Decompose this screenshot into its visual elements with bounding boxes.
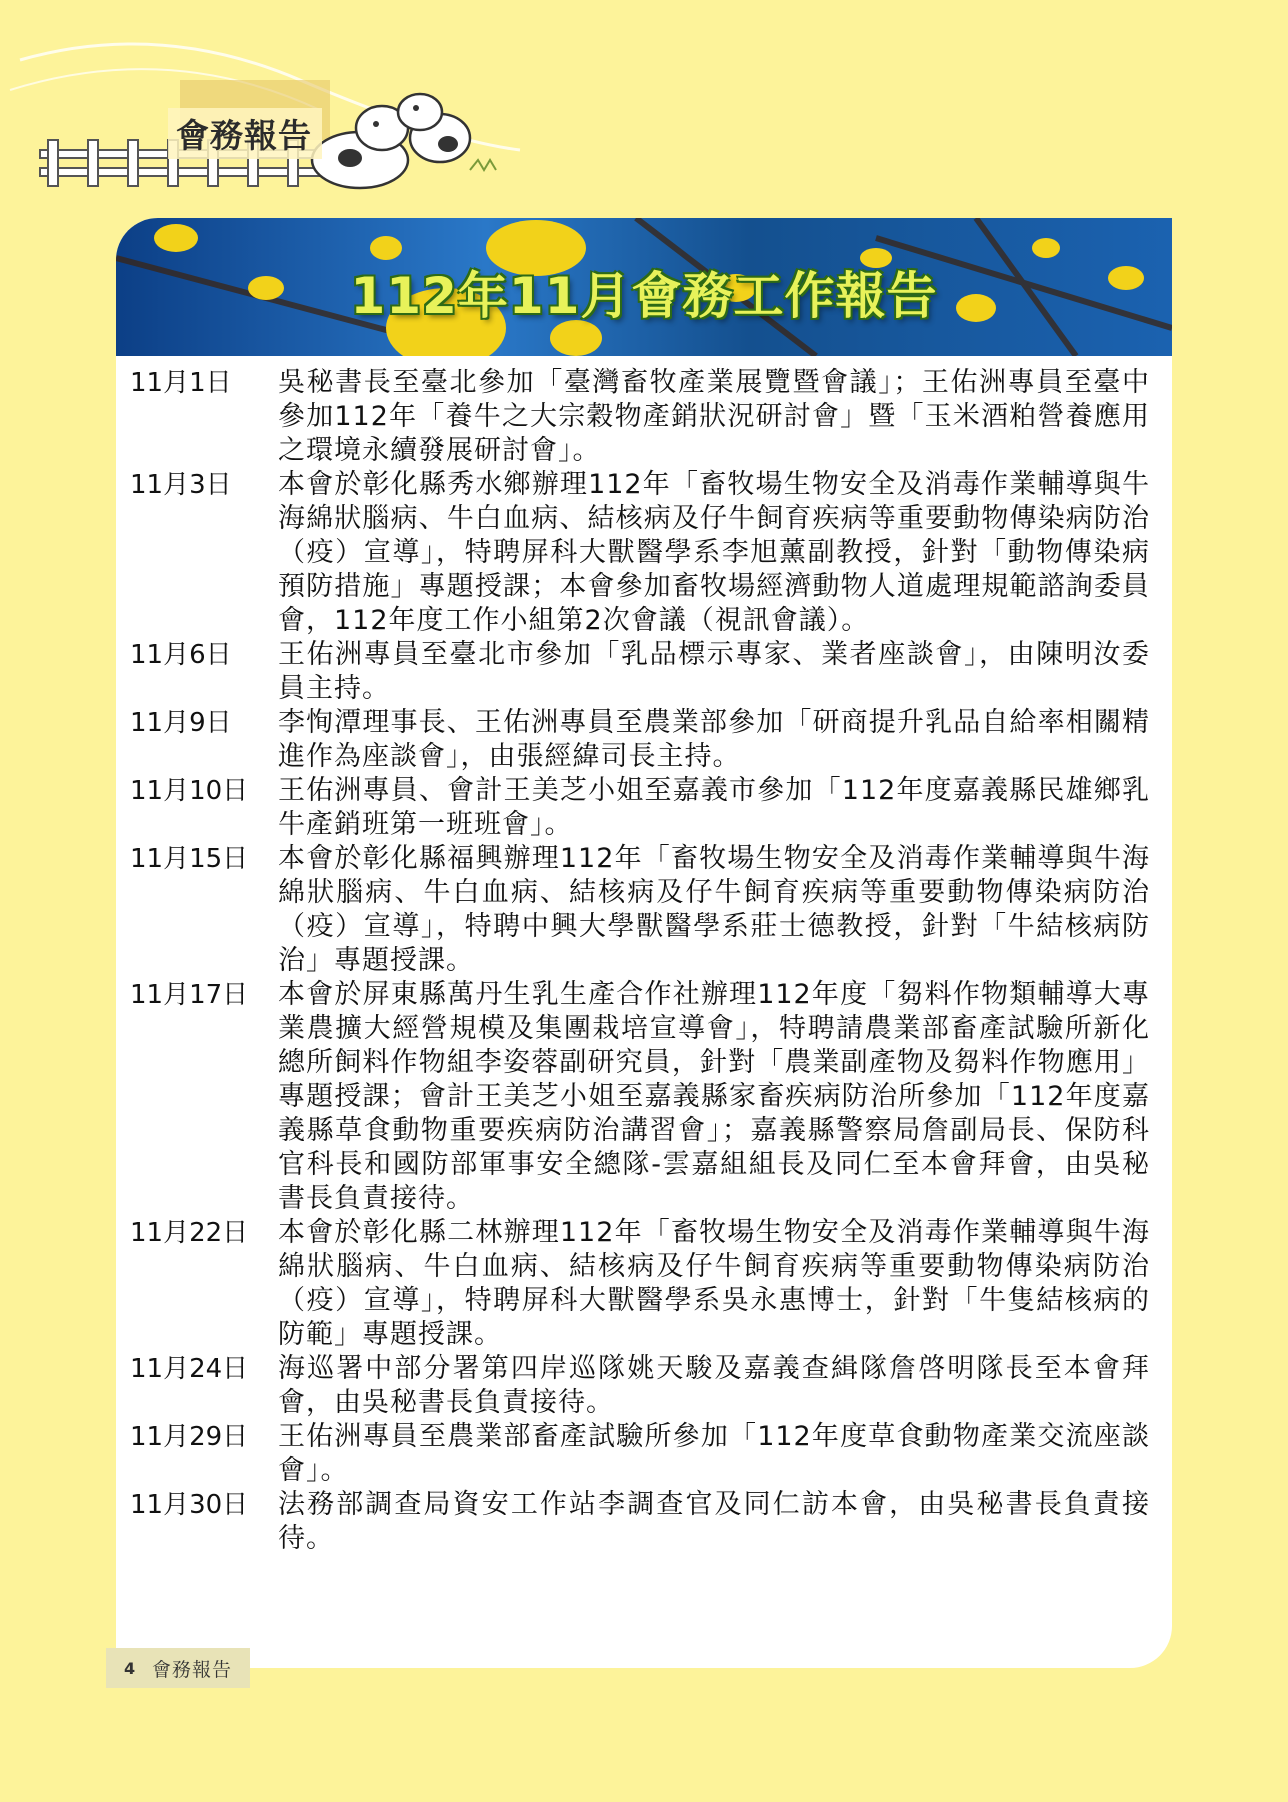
entry-date: 11月24日 <box>130 1354 249 1384</box>
list-item <box>130 638 1166 706</box>
entry-date: 11月3日 <box>130 470 232 500</box>
entry-text: 海巡署中部分署第四岸巡隊姚天駿及嘉義查緝隊詹啓明隊長至本會拜會，由吳秘書長負責接待。 <box>278 1353 1150 1418</box>
report-entries <box>130 366 1166 1556</box>
list-item <box>130 1420 1166 1488</box>
entry-date: 11月17日 <box>130 980 249 1010</box>
page-title: 112年11月會務工作報告 <box>350 267 938 325</box>
entry-text: 本會於彰化縣秀水鄉辦理112年「畜牧場生物安全及消毒作業輔導與牛海綿狀腦病、牛白血病、結核病及仔牛飼育疾病等重要動物傳染病防治（疫）宣導」，特聘屏科大獸醫學系李旭薰副教授，針對「動物傳染病預防措施」專題授課；本會參加畜牧場經濟動物人道處理規範諮詢委員會，112年度工作小組第2次會議（視訊會議）。 <box>278 469 1150 636</box>
list-item <box>130 774 1166 842</box>
header-decoration <box>0 0 560 210</box>
entry-text: 王佑洲專員至農業部畜產試驗所參加「112年度草食動物產業交流座談會」。 <box>278 1421 1150 1486</box>
content-card <box>116 218 1172 1668</box>
entry-date: 11月10日 <box>130 776 249 806</box>
footer-label: 會務報告 <box>152 1658 233 1681</box>
entry-text: 本會於彰化縣福興辦理112年「畜牧場生物安全及消毒作業輔導與牛海綿狀腦病、牛白血病、結核病及仔牛飼育疾病等重要動物傳染病防治（疫）宣導」，特聘中興大學獸醫學系莊士德教授，針對「牛結核病防治」專題授課。 <box>278 843 1150 976</box>
entry-date: 11月1日 <box>130 368 232 398</box>
list-item <box>130 1488 1166 1556</box>
entry-text: 王佑洲專員、會計王美芝小姐至嘉義市參加「112年度嘉義縣民雄鄉乳牛產銷班第一班班會」。 <box>278 775 1150 840</box>
entry-date: 11月9日 <box>130 708 232 738</box>
entry-text: 本會於彰化縣二林辦理112年「畜牧場生物安全及消毒作業輔導與牛海綿狀腦病、牛白血病、結核病及仔牛飼育疾病等重要動物傳染病防治（疫）宣導」，特聘屏科大獸醫學系吳永惠博士，針對「牛隻結核病的防範」專題授課。 <box>278 1217 1150 1350</box>
entry-date: 11月22日 <box>130 1218 249 1248</box>
entry-text: 李恂潭理事長、王佑洲專員至農業部參加「研商提升乳品自給率相關精進作為座談會」，由張經緯司長主持。 <box>278 707 1150 772</box>
list-item <box>130 468 1166 638</box>
entry-date: 11月15日 <box>130 844 249 874</box>
entry-date: 11月6日 <box>130 640 232 670</box>
entry-text: 吳秘書長至臺北參加「臺灣畜牧產業展覽暨會議」；王佑洲專員至臺中參加112年「養牛之大宗穀物產銷狀況研討會」暨「玉米酒粕營養應用之環境永續發展研討會」。 <box>278 367 1150 466</box>
page-number: 4 <box>124 1658 136 1678</box>
farm-illustration-icon <box>0 0 560 210</box>
list-item <box>130 366 1166 468</box>
list-item <box>130 1352 1166 1420</box>
section-label: 會務報告 <box>168 108 322 159</box>
entry-date: 11月29日 <box>130 1422 249 1452</box>
list-item <box>130 1216 1166 1352</box>
page-footer <box>106 1648 250 1688</box>
entry-text: 法務部調查局資安工作站李調查官及同仁訪本會，由吳秘書長負責接待。 <box>278 1489 1150 1554</box>
entry-text: 本會於屏東縣萬丹生乳生產合作社辦理112年度「芻料作物類輔導大專業農擴大經營規模及集團栽培宣導會」，特聘請農業部畜產試驗所新化總所飼料作物組李姿蓉副研究員，針對「農業副產物及芻料作物應用」專題授課；會計王美芝小姐至嘉義縣家畜疾病防治所參加「112年度嘉義縣草食動物重要疾病防治講習會」；嘉義縣警察局詹副局長、保防科官科長和國防部軍事安全總隊-雲嘉組組長及同仁至本會拜會，由吳秘書長負責接待。 <box>278 979 1150 1214</box>
entry-text: 王佑洲專員至臺北市參加「乳品標示專家、業者座談會」，由陳明汝委員主持。 <box>278 639 1150 704</box>
list-item <box>130 842 1166 978</box>
entry-date: 11月30日 <box>130 1490 249 1520</box>
list-item <box>130 706 1166 774</box>
list-item <box>130 978 1166 1216</box>
title-banner <box>116 218 1172 356</box>
